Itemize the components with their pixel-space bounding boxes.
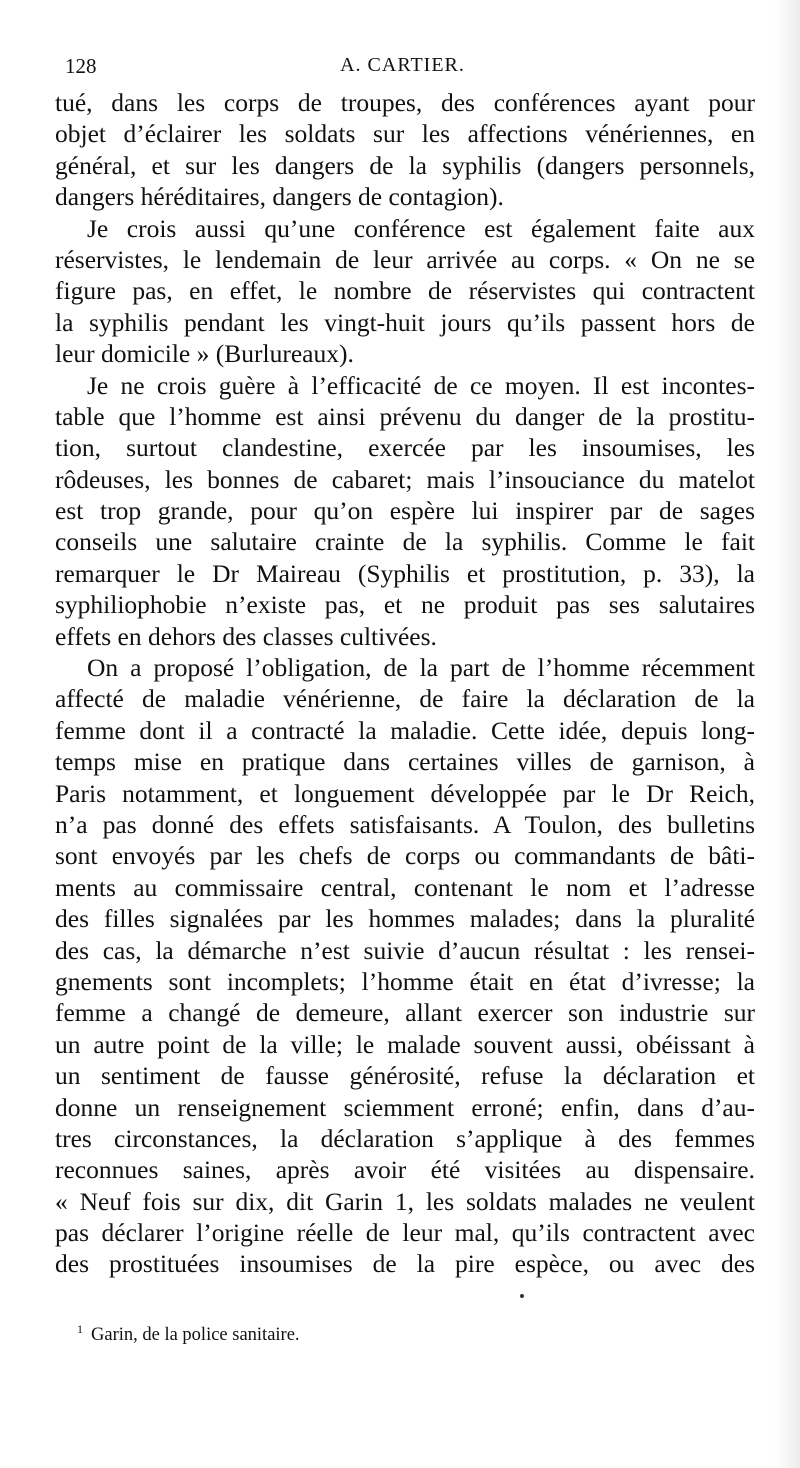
body-text xyxy=(55,87,755,1280)
text-line: dangers héréditaires, dangers de contagion). xyxy=(55,182,504,212)
text-line: reconnues saines, après avoir été visitées au dispensaire. xyxy=(55,1155,755,1185)
footnote xyxy=(77,1322,300,1346)
text-line: « Neuf fois sur dix, dit Garin 1, les soldats malades ne veulent xyxy=(55,1186,755,1216)
text-line: tué, dans les corps de troupes, des conférences ayant pour xyxy=(55,88,755,117)
text-line: un autre point de la ville; le malade souvent aussi, obéissant à xyxy=(55,1029,755,1059)
page-number: 128 xyxy=(65,54,97,78)
text-line: affecté de maladie vénérienne, de faire la déclaration de la xyxy=(55,684,755,714)
text-line: femme a changé de demeure, allant exercer son industrie sur xyxy=(55,998,755,1028)
text-line: rôdeuses, les bonnes de cabaret; mais l’insouciance du matelot xyxy=(55,464,755,494)
text-line: des prostituées insoumises de la pire espèce, ou avec des xyxy=(55,1249,755,1279)
text-line: des filles signalées par les hommes malades; dans la pluralité xyxy=(55,904,755,934)
text-line: ments au commissaire central, contenant le nom et l’adresse xyxy=(55,872,755,902)
text-line: général, et sur les dangers de la syphilis (dangers personnels, xyxy=(55,150,755,180)
running-head: A. CARTIER. xyxy=(340,54,465,76)
text-line: conseils une salutaire crainte de la syphilis. Comme le fait xyxy=(55,527,755,557)
text-line: table que l’homme est ainsi prévenu du danger de la prostitu- xyxy=(55,401,755,431)
text-line: réservistes, le lendemain de leur arrivée au corps. « On ne se xyxy=(55,244,755,274)
text-line: syphiliophobie n’existe pas, et ne produit pas ses salutaires xyxy=(55,590,755,620)
text-line: effets en dehors des classes cultivées. xyxy=(55,621,437,651)
text-line: pas déclarer l’origine réelle de leur mal, qu’ils contractent avec xyxy=(55,1218,755,1248)
text-line: Je crois aussi qu’une conférence est également faite aux xyxy=(87,213,755,243)
text-line: objet d’éclairer les soldats sur les affections vénériennes, en xyxy=(55,119,755,149)
text-line: tion, surtout clandestine, exercée par les insoumises, les xyxy=(55,433,755,463)
text-line: figure pas, en effet, le nombre de réservistes qui contractent xyxy=(55,276,755,306)
text-line: temps mise en pratique dans certaines villes de garnison, à xyxy=(55,747,755,777)
text-line: donne un renseignement sciemment erroné; enfin, dans d’au- xyxy=(55,1092,755,1122)
text-line: gnements sont incomplets; l’homme était en état d’ivresse; la xyxy=(55,966,755,996)
text-line: sont envoyés par les chefs de corps ou commandants de bâti- xyxy=(55,841,755,871)
text-line: Je ne crois guère à l’efficacité de ce moyen. Il est incontes- xyxy=(87,370,755,400)
text-line: femme dont il a contracté la maladie. Cette idée, depuis long- xyxy=(55,715,755,745)
text-line: des cas, la démarche n’est suivie d’aucun résultat : les rensei- xyxy=(55,935,755,965)
text-line: Paris notamment, et longuement développée par le Dr Reich, xyxy=(55,778,755,808)
text-line: la syphilis pendant les vingt-huit jours qu’ils passent hors de xyxy=(55,307,755,337)
page-header xyxy=(55,50,750,80)
text-line: leur domicile » (Burlureaux). xyxy=(55,339,354,369)
text-line: un sentiment de fausse générosité, refuse la déclaration et xyxy=(55,1061,755,1091)
text-line: est trop grande, pour qu’on espère lui inspirer par de sages xyxy=(55,496,755,526)
text-line: remarquer le Dr Maireau (Syphilis et prostitution, p. 33), la xyxy=(55,558,755,588)
footnote-text: Garin, de la police sanitaire. xyxy=(91,1325,300,1346)
ink-speck xyxy=(520,1294,524,1298)
footnote-marker: 1 xyxy=(77,1322,83,1336)
text-line: n’a pas donné des effets satisfaisants. A Toulon, des bulletins xyxy=(55,809,755,839)
page-edge-shadow xyxy=(774,0,800,1468)
text-line: On a proposé l’obligation, de la part de l’homme récemment xyxy=(87,653,755,683)
text-line: tres circonstances, la déclaration s’applique à des femmes xyxy=(55,1123,755,1153)
